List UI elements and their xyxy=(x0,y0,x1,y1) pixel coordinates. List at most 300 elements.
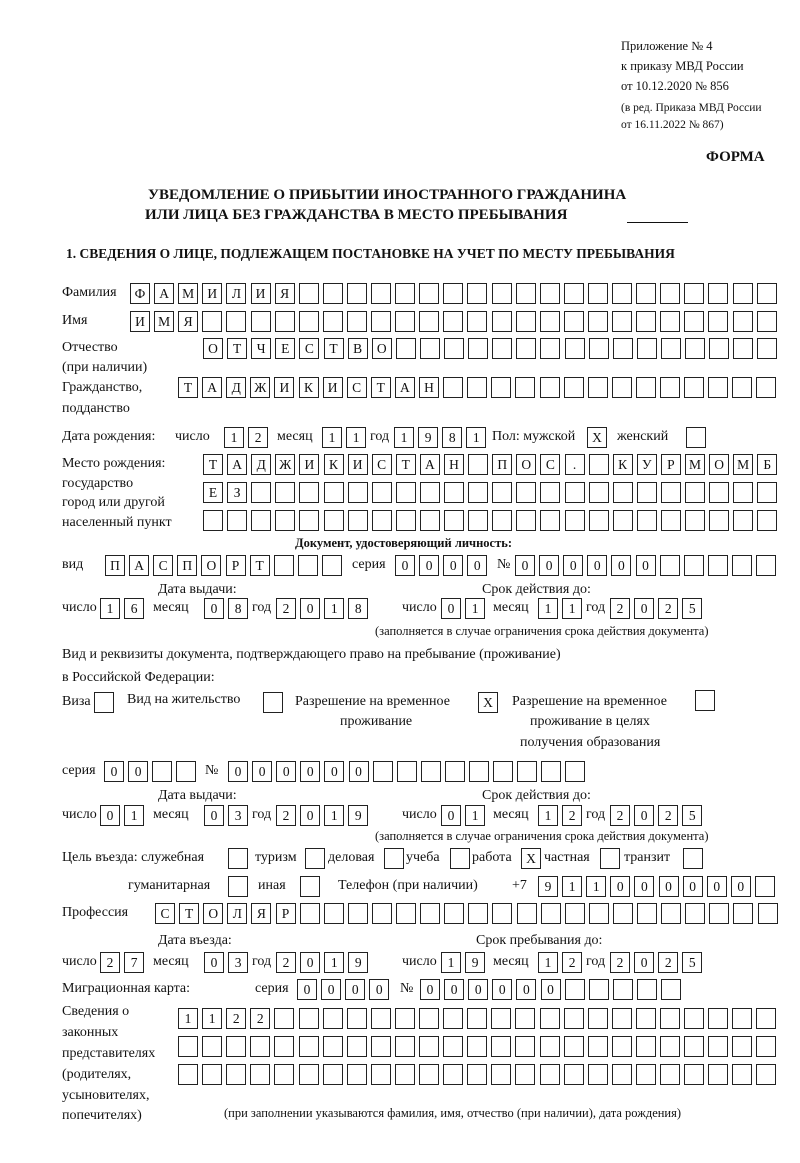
char-cell[interactable]: X xyxy=(521,848,541,869)
char-cell[interactable]: 0 xyxy=(541,979,561,1000)
char-cell[interactable] xyxy=(708,1008,728,1029)
char-cell[interactable] xyxy=(733,903,753,924)
char-cell[interactable]: 7 xyxy=(124,952,144,973)
char-cell[interactable] xyxy=(227,510,247,531)
char-cell[interactable] xyxy=(275,311,295,332)
char-cell[interactable] xyxy=(371,1008,391,1029)
char-cell[interactable]: 2 xyxy=(610,598,630,619)
char-cell[interactable]: 1 xyxy=(466,427,486,448)
char-cell[interactable]: 0 xyxy=(104,761,124,782)
char-cell[interactable] xyxy=(757,510,777,531)
char-cell[interactable] xyxy=(515,1064,535,1085)
char-cell[interactable] xyxy=(516,311,536,332)
char-cell[interactable]: А xyxy=(420,454,440,475)
char-cell[interactable] xyxy=(612,283,632,304)
char-cell[interactable] xyxy=(589,454,609,475)
char-cell[interactable] xyxy=(516,510,536,531)
char-cell[interactable] xyxy=(373,761,393,782)
char-cell[interactable]: С xyxy=(372,454,392,475)
char-cell[interactable] xyxy=(263,692,283,713)
char-cell[interactable]: 0 xyxy=(300,598,320,619)
char-cell[interactable]: А xyxy=(202,377,222,398)
char-cell[interactable] xyxy=(612,1036,632,1057)
char-cell[interactable] xyxy=(540,482,560,503)
char-cell[interactable]: 1 xyxy=(441,952,461,973)
char-cell[interactable] xyxy=(202,311,222,332)
char-cell[interactable] xyxy=(588,1064,608,1085)
char-cell[interactable]: 1 xyxy=(224,427,244,448)
char-cell[interactable] xyxy=(299,1064,319,1085)
char-cell[interactable] xyxy=(540,338,560,359)
char-cell[interactable] xyxy=(636,1064,656,1085)
char-cell[interactable] xyxy=(756,1064,776,1085)
char-cell[interactable]: О xyxy=(203,338,223,359)
char-cell[interactable]: 0 xyxy=(444,979,464,1000)
char-cell[interactable] xyxy=(637,903,657,924)
char-cell[interactable]: 9 xyxy=(348,952,368,973)
char-cell[interactable] xyxy=(660,1008,680,1029)
char-cell[interactable] xyxy=(708,555,728,576)
char-cell[interactable]: 1 xyxy=(465,805,485,826)
char-cell[interactable]: 8 xyxy=(228,598,248,619)
char-cell[interactable] xyxy=(348,482,368,503)
char-cell[interactable] xyxy=(588,1036,608,1057)
char-cell[interactable] xyxy=(732,377,752,398)
char-cell[interactable] xyxy=(732,1064,752,1085)
char-cell[interactable]: К xyxy=(324,454,344,475)
char-cell[interactable] xyxy=(420,482,440,503)
char-cell[interactable] xyxy=(384,848,404,869)
char-cell[interactable] xyxy=(396,510,416,531)
char-cell[interactable] xyxy=(467,1036,487,1057)
char-cell[interactable]: А xyxy=(154,283,174,304)
char-cell[interactable]: 2 xyxy=(100,952,120,973)
char-cell[interactable]: 1 xyxy=(346,427,366,448)
char-cell[interactable]: 2 xyxy=(562,952,582,973)
char-cell[interactable] xyxy=(684,1008,704,1029)
char-cell[interactable] xyxy=(420,338,440,359)
char-cell[interactable] xyxy=(516,338,536,359)
char-cell[interactable]: Д xyxy=(251,454,271,475)
char-cell[interactable]: О xyxy=(201,555,221,576)
char-cell[interactable] xyxy=(492,338,512,359)
char-cell[interactable]: 1 xyxy=(324,598,344,619)
char-cell[interactable]: 0 xyxy=(324,761,344,782)
char-cell[interactable] xyxy=(395,283,415,304)
char-cell[interactable]: 1 xyxy=(100,598,120,619)
char-cell[interactable]: Т xyxy=(396,454,416,475)
char-cell[interactable] xyxy=(443,283,463,304)
char-cell[interactable]: Т xyxy=(227,338,247,359)
char-cell[interactable]: 0 xyxy=(204,805,224,826)
char-cell[interactable] xyxy=(324,510,344,531)
char-cell[interactable] xyxy=(468,482,488,503)
char-cell[interactable] xyxy=(347,1036,367,1057)
char-cell[interactable] xyxy=(613,979,633,1000)
char-cell[interactable] xyxy=(176,761,196,782)
char-cell[interactable] xyxy=(445,761,465,782)
char-cell[interactable] xyxy=(450,848,470,869)
char-cell[interactable] xyxy=(443,1064,463,1085)
char-cell[interactable] xyxy=(516,283,536,304)
char-cell[interactable] xyxy=(564,1008,584,1029)
char-cell[interactable] xyxy=(709,903,729,924)
char-cell[interactable] xyxy=(686,427,706,448)
char-cell[interactable]: 2 xyxy=(276,952,296,973)
char-cell[interactable]: . xyxy=(565,454,585,475)
char-cell[interactable]: М xyxy=(154,311,174,332)
char-cell[interactable]: С xyxy=(540,454,560,475)
char-cell[interactable] xyxy=(467,311,487,332)
char-cell[interactable] xyxy=(420,903,440,924)
char-cell[interactable] xyxy=(612,377,632,398)
char-cell[interactable] xyxy=(305,848,325,869)
char-cell[interactable]: У xyxy=(637,454,657,475)
char-cell[interactable] xyxy=(756,555,776,576)
char-cell[interactable] xyxy=(300,903,320,924)
char-cell[interactable]: Ж xyxy=(250,377,270,398)
char-cell[interactable] xyxy=(709,510,729,531)
char-cell[interactable] xyxy=(274,1036,294,1057)
char-cell[interactable]: М xyxy=(178,283,198,304)
char-cell[interactable] xyxy=(250,1064,270,1085)
char-cell[interactable]: И xyxy=(202,283,222,304)
char-cell[interactable]: 5 xyxy=(682,805,702,826)
char-cell[interactable] xyxy=(203,510,223,531)
char-cell[interactable] xyxy=(636,377,656,398)
char-cell[interactable] xyxy=(733,338,753,359)
char-cell[interactable] xyxy=(250,1036,270,1057)
char-cell[interactable]: 0 xyxy=(321,979,341,1000)
char-cell[interactable]: И xyxy=(251,283,271,304)
char-cell[interactable] xyxy=(708,1036,728,1057)
char-cell[interactable]: 0 xyxy=(345,979,365,1000)
char-cell[interactable]: 2 xyxy=(276,805,296,826)
char-cell[interactable] xyxy=(565,482,585,503)
char-cell[interactable] xyxy=(565,761,585,782)
char-cell[interactable] xyxy=(347,1064,367,1085)
char-cell[interactable] xyxy=(178,1036,198,1057)
char-cell[interactable]: З xyxy=(227,482,247,503)
char-cell[interactable] xyxy=(443,1036,463,1057)
char-cell[interactable]: М xyxy=(685,454,705,475)
char-cell[interactable] xyxy=(324,903,344,924)
char-cell[interactable]: 9 xyxy=(538,876,558,897)
char-cell[interactable] xyxy=(589,338,609,359)
char-cell[interactable] xyxy=(468,454,488,475)
char-cell[interactable] xyxy=(732,555,752,576)
char-cell[interactable]: 0 xyxy=(419,555,439,576)
char-cell[interactable] xyxy=(564,377,584,398)
char-cell[interactable] xyxy=(371,1064,391,1085)
char-cell[interactable]: Т xyxy=(371,377,391,398)
char-cell[interactable] xyxy=(516,482,536,503)
char-cell[interactable] xyxy=(421,761,441,782)
char-cell[interactable]: Т xyxy=(179,903,199,924)
char-cell[interactable]: 0 xyxy=(634,805,654,826)
char-cell[interactable]: Я xyxy=(275,283,295,304)
char-cell[interactable]: Б xyxy=(757,454,777,475)
char-cell[interactable] xyxy=(613,482,633,503)
char-cell[interactable]: 1 xyxy=(538,805,558,826)
char-cell[interactable]: 0 xyxy=(228,761,248,782)
char-cell[interactable]: П xyxy=(492,454,512,475)
char-cell[interactable] xyxy=(756,377,776,398)
char-cell[interactable]: 0 xyxy=(468,979,488,1000)
char-cell[interactable] xyxy=(323,283,343,304)
char-cell[interactable]: 0 xyxy=(252,761,272,782)
char-cell[interactable] xyxy=(517,903,537,924)
char-cell[interactable] xyxy=(684,1064,704,1085)
char-cell[interactable] xyxy=(564,1064,584,1085)
char-cell[interactable]: 0 xyxy=(420,979,440,1000)
char-cell[interactable]: 2 xyxy=(562,805,582,826)
char-cell[interactable]: Е xyxy=(275,338,295,359)
char-cell[interactable]: Т xyxy=(324,338,344,359)
char-cell[interactable] xyxy=(299,1008,319,1029)
char-cell[interactable] xyxy=(708,377,728,398)
char-cell[interactable]: Р xyxy=(276,903,296,924)
char-cell[interactable] xyxy=(661,903,681,924)
char-cell[interactable] xyxy=(299,311,319,332)
char-cell[interactable] xyxy=(564,311,584,332)
char-cell[interactable] xyxy=(564,283,584,304)
char-cell[interactable]: 0 xyxy=(563,555,583,576)
char-cell[interactable]: 2 xyxy=(250,1008,270,1029)
char-cell[interactable] xyxy=(419,1036,439,1057)
char-cell[interactable] xyxy=(274,1008,294,1029)
char-cell[interactable] xyxy=(298,555,318,576)
char-cell[interactable] xyxy=(589,482,609,503)
char-cell[interactable] xyxy=(395,311,415,332)
char-cell[interactable]: 0 xyxy=(587,555,607,576)
char-cell[interactable] xyxy=(228,876,248,897)
char-cell[interactable]: 0 xyxy=(349,761,369,782)
char-cell[interactable]: 0 xyxy=(300,805,320,826)
char-cell[interactable] xyxy=(202,1036,222,1057)
char-cell[interactable] xyxy=(757,482,777,503)
char-cell[interactable] xyxy=(419,1008,439,1029)
char-cell[interactable] xyxy=(492,482,512,503)
char-cell[interactable]: 2 xyxy=(610,805,630,826)
char-cell[interactable] xyxy=(226,1036,246,1057)
char-cell[interactable] xyxy=(322,555,342,576)
char-cell[interactable] xyxy=(468,338,488,359)
char-cell[interactable] xyxy=(588,377,608,398)
char-cell[interactable]: 3 xyxy=(228,952,248,973)
char-cell[interactable]: И xyxy=(274,377,294,398)
char-cell[interactable] xyxy=(492,903,512,924)
char-cell[interactable]: 0 xyxy=(539,555,559,576)
char-cell[interactable]: 0 xyxy=(204,598,224,619)
char-cell[interactable] xyxy=(395,1064,415,1085)
char-cell[interactable] xyxy=(684,1036,704,1057)
char-cell[interactable]: 0 xyxy=(300,952,320,973)
char-cell[interactable]: О xyxy=(372,338,392,359)
char-cell[interactable]: 0 xyxy=(659,876,679,897)
char-cell[interactable] xyxy=(540,1008,560,1029)
char-cell[interactable] xyxy=(372,482,392,503)
char-cell[interactable]: 1 xyxy=(322,427,342,448)
char-cell[interactable] xyxy=(467,1064,487,1085)
char-cell[interactable]: 1 xyxy=(465,598,485,619)
char-cell[interactable]: 0 xyxy=(297,979,317,1000)
char-cell[interactable]: 0 xyxy=(204,952,224,973)
char-cell[interactable] xyxy=(695,690,715,711)
char-cell[interactable] xyxy=(661,482,681,503)
char-cell[interactable] xyxy=(684,555,704,576)
char-cell[interactable] xyxy=(323,1036,343,1057)
char-cell[interactable] xyxy=(419,1064,439,1085)
char-cell[interactable] xyxy=(275,510,295,531)
char-cell[interactable] xyxy=(515,377,535,398)
char-cell[interactable]: И xyxy=(130,311,150,332)
char-cell[interactable] xyxy=(589,979,609,1000)
char-cell[interactable] xyxy=(732,1036,752,1057)
char-cell[interactable] xyxy=(685,510,705,531)
char-cell[interactable] xyxy=(443,377,463,398)
char-cell[interactable] xyxy=(565,903,585,924)
char-cell[interactable] xyxy=(660,1064,680,1085)
char-cell[interactable] xyxy=(613,510,633,531)
char-cell[interactable]: 2 xyxy=(226,1008,246,1029)
char-cell[interactable]: Д xyxy=(226,377,246,398)
char-cell[interactable] xyxy=(661,338,681,359)
char-cell[interactable] xyxy=(323,1064,343,1085)
char-cell[interactable]: А xyxy=(395,377,415,398)
char-cell[interactable] xyxy=(468,510,488,531)
char-cell[interactable] xyxy=(251,482,271,503)
char-cell[interactable] xyxy=(491,377,511,398)
char-cell[interactable] xyxy=(419,283,439,304)
char-cell[interactable]: 9 xyxy=(418,427,438,448)
char-cell[interactable]: 0 xyxy=(515,555,535,576)
char-cell[interactable] xyxy=(612,311,632,332)
char-cell[interactable] xyxy=(685,482,705,503)
char-cell[interactable]: 0 xyxy=(441,805,461,826)
char-cell[interactable] xyxy=(491,1036,511,1057)
char-cell[interactable]: 0 xyxy=(369,979,389,1000)
char-cell[interactable]: 0 xyxy=(636,555,656,576)
char-cell[interactable] xyxy=(467,283,487,304)
char-cell[interactable] xyxy=(588,1008,608,1029)
char-cell[interactable]: 0 xyxy=(395,555,415,576)
char-cell[interactable] xyxy=(540,377,560,398)
char-cell[interactable] xyxy=(683,848,703,869)
char-cell[interactable]: 5 xyxy=(682,952,702,973)
char-cell[interactable]: 0 xyxy=(467,555,487,576)
char-cell[interactable] xyxy=(637,979,657,1000)
char-cell[interactable]: Р xyxy=(661,454,681,475)
char-cell[interactable] xyxy=(371,1036,391,1057)
char-cell[interactable] xyxy=(515,1008,535,1029)
char-cell[interactable] xyxy=(323,311,343,332)
char-cell[interactable]: 0 xyxy=(634,598,654,619)
char-cell[interactable] xyxy=(636,283,656,304)
char-cell[interactable] xyxy=(709,338,729,359)
char-cell[interactable] xyxy=(348,510,368,531)
char-cell[interactable]: 1 xyxy=(586,876,606,897)
char-cell[interactable]: 0 xyxy=(516,979,536,1000)
char-cell[interactable] xyxy=(299,1036,319,1057)
char-cell[interactable] xyxy=(660,377,680,398)
char-cell[interactable]: Я xyxy=(178,311,198,332)
char-cell[interactable] xyxy=(493,761,513,782)
char-cell[interactable] xyxy=(660,283,680,304)
char-cell[interactable] xyxy=(757,283,777,304)
char-cell[interactable]: 0 xyxy=(128,761,148,782)
char-cell[interactable] xyxy=(152,761,172,782)
char-cell[interactable] xyxy=(228,848,248,869)
char-cell[interactable] xyxy=(661,979,681,1000)
char-cell[interactable]: 9 xyxy=(348,805,368,826)
char-cell[interactable]: 6 xyxy=(124,598,144,619)
char-cell[interactable] xyxy=(444,903,464,924)
char-cell[interactable]: 0 xyxy=(731,876,751,897)
char-cell[interactable] xyxy=(708,311,728,332)
char-cell[interactable]: С xyxy=(347,377,367,398)
char-cell[interactable]: 1 xyxy=(538,952,558,973)
char-cell[interactable]: 0 xyxy=(441,598,461,619)
char-cell[interactable]: О xyxy=(516,454,536,475)
char-cell[interactable]: Л xyxy=(226,283,246,304)
char-cell[interactable]: И xyxy=(299,454,319,475)
char-cell[interactable] xyxy=(202,1064,222,1085)
char-cell[interactable]: Т xyxy=(250,555,270,576)
char-cell[interactable]: И xyxy=(323,377,343,398)
char-cell[interactable] xyxy=(299,510,319,531)
char-cell[interactable] xyxy=(565,979,585,1000)
char-cell[interactable] xyxy=(612,1008,632,1029)
char-cell[interactable]: Е xyxy=(203,482,223,503)
char-cell[interactable] xyxy=(396,903,416,924)
char-cell[interactable] xyxy=(708,283,728,304)
char-cell[interactable] xyxy=(444,482,464,503)
char-cell[interactable] xyxy=(684,283,704,304)
char-cell[interactable]: 1 xyxy=(562,876,582,897)
char-cell[interactable]: 0 xyxy=(610,876,630,897)
char-cell[interactable]: 8 xyxy=(348,598,368,619)
char-cell[interactable] xyxy=(226,1064,246,1085)
char-cell[interactable] xyxy=(348,903,368,924)
char-cell[interactable] xyxy=(756,1036,776,1057)
char-cell[interactable] xyxy=(371,311,391,332)
char-cell[interactable] xyxy=(251,510,271,531)
char-cell[interactable] xyxy=(733,510,753,531)
char-cell[interactable]: О xyxy=(709,454,729,475)
char-cell[interactable]: 0 xyxy=(611,555,631,576)
char-cell[interactable] xyxy=(94,692,114,713)
char-cell[interactable] xyxy=(491,1064,511,1085)
char-cell[interactable]: К xyxy=(613,454,633,475)
char-cell[interactable]: 1 xyxy=(324,952,344,973)
char-cell[interactable] xyxy=(299,482,319,503)
char-cell[interactable] xyxy=(347,1008,367,1029)
char-cell[interactable]: Ж xyxy=(275,454,295,475)
char-cell[interactable] xyxy=(757,311,777,332)
char-cell[interactable]: С xyxy=(155,903,175,924)
char-cell[interactable]: 2 xyxy=(248,427,268,448)
char-cell[interactable] xyxy=(757,338,777,359)
char-cell[interactable] xyxy=(660,311,680,332)
char-cell[interactable] xyxy=(564,1036,584,1057)
char-cell[interactable]: М xyxy=(733,454,753,475)
char-cell[interactable] xyxy=(444,338,464,359)
char-cell[interactable]: 9 xyxy=(465,952,485,973)
char-cell[interactable]: Т xyxy=(203,454,223,475)
char-cell[interactable] xyxy=(396,482,416,503)
char-cell[interactable] xyxy=(636,1008,656,1029)
